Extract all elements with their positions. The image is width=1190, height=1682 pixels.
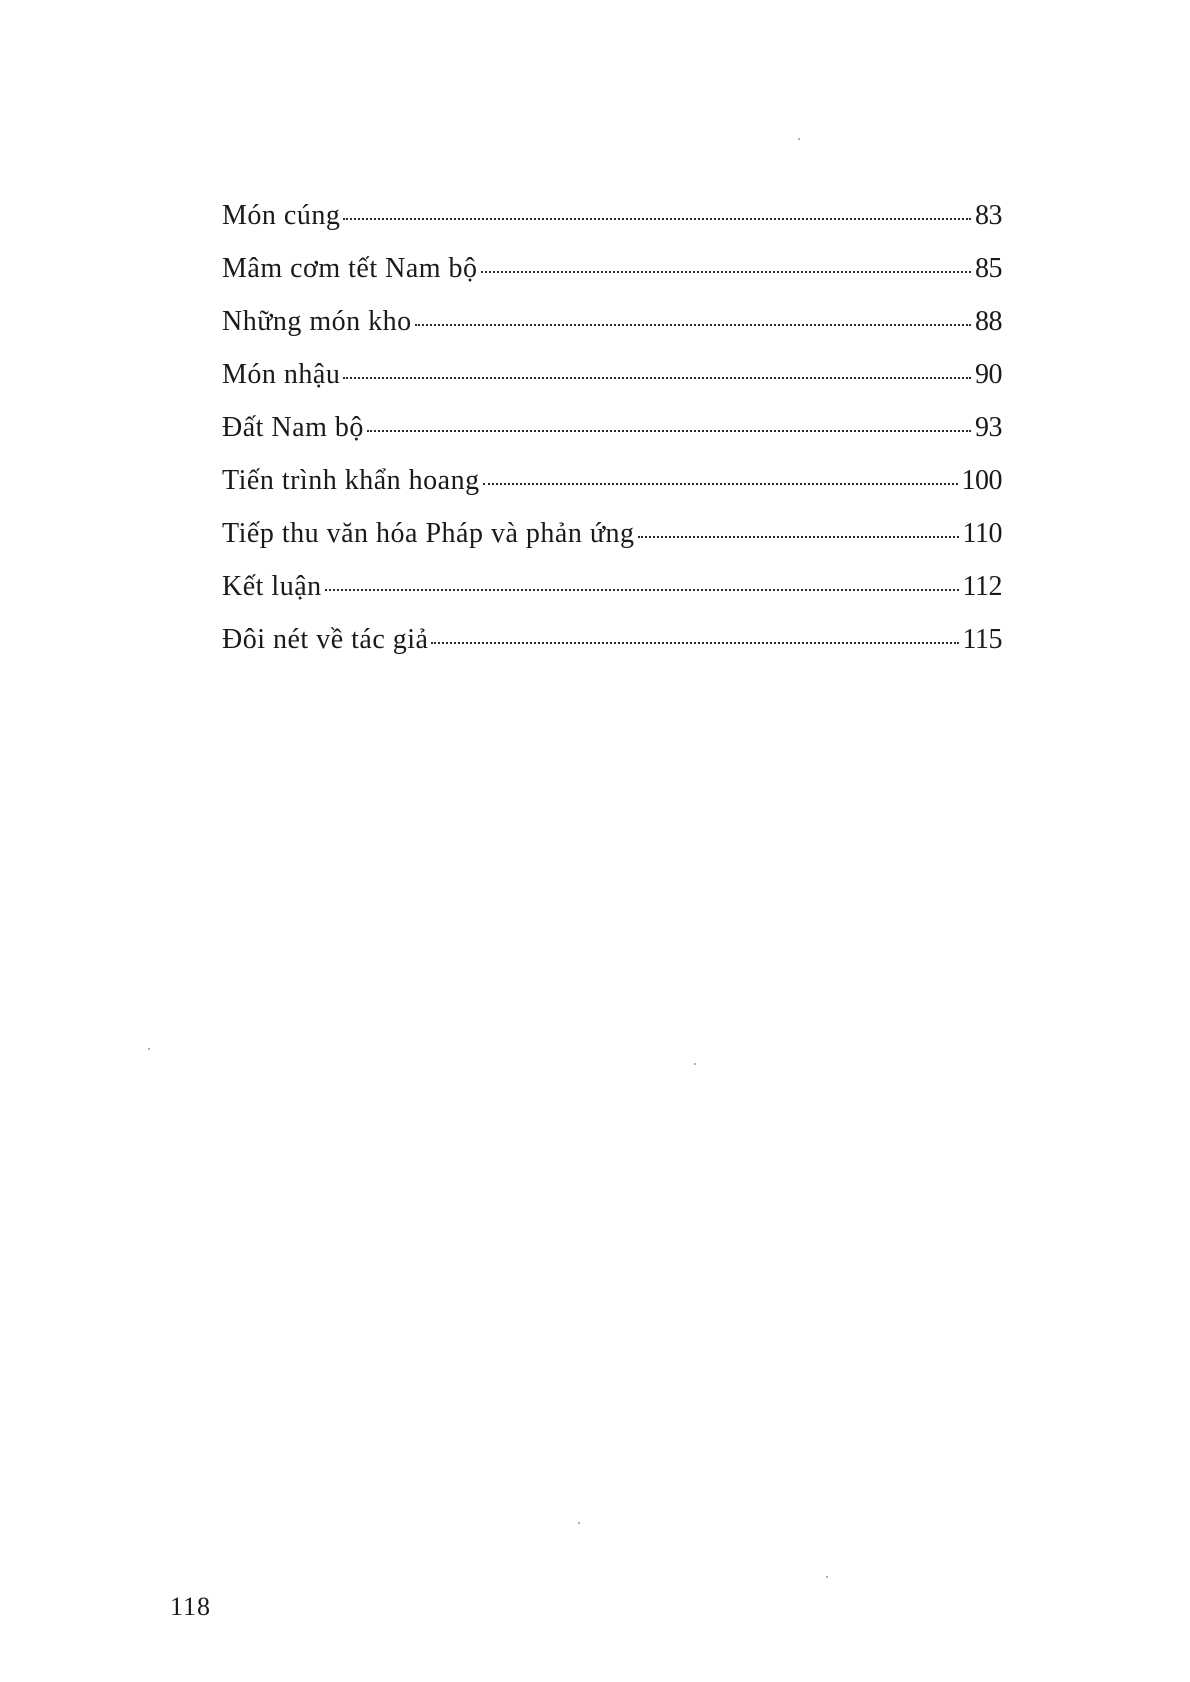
- toc-entry: [222, 253, 1002, 306]
- toc-entry: [222, 359, 1002, 412]
- toc-entry-page: 88: [975, 306, 1002, 337]
- dot-leader: [481, 271, 971, 273]
- dot-leader: [415, 324, 971, 326]
- toc-entry: [222, 624, 1002, 677]
- toc-entry-title: Mâm cơm tết Nam bộ: [222, 253, 478, 284]
- toc-entry-page: 100: [961, 465, 1002, 496]
- table-of-contents: [222, 200, 1002, 677]
- page-number: 118: [170, 1592, 212, 1621]
- dot-leader: [431, 642, 958, 644]
- scan-speck: [148, 1048, 150, 1050]
- toc-entry-title: Đất Nam bộ: [222, 412, 364, 443]
- dot-leader: [483, 483, 958, 485]
- dot-leader: [325, 589, 959, 591]
- toc-entry-page: 85: [975, 253, 1002, 284]
- scan-speck: [694, 1063, 696, 1065]
- toc-entry-title: Kết luận: [222, 571, 322, 602]
- scan-speck: [826, 1576, 828, 1578]
- toc-entry-page: 90: [975, 359, 1002, 390]
- toc-entry: [222, 518, 1002, 571]
- toc-entry-title: Tiến trình khẩn hoang: [222, 465, 480, 496]
- toc-entry-page: 83: [975, 200, 1002, 231]
- toc-entry: [222, 465, 1002, 518]
- toc-entry-title: Món cúng: [222, 200, 341, 231]
- toc-entry-title: Những món kho: [222, 306, 412, 337]
- toc-entry-title: Món nhậu: [222, 359, 341, 390]
- toc-entry: [222, 571, 1002, 624]
- toc-entry-page: 112: [962, 571, 1002, 602]
- toc-entry-page: 115: [962, 624, 1002, 655]
- dot-leader: [638, 536, 959, 538]
- scan-speck: [578, 1522, 580, 1524]
- toc-entry: [222, 200, 1002, 253]
- toc-entry: [222, 306, 1002, 359]
- dot-leader: [343, 218, 971, 220]
- scan-speck: [798, 138, 800, 140]
- toc-entry-page: 110: [962, 518, 1002, 549]
- toc-entry-page: 93: [975, 412, 1002, 443]
- toc-entry-title: Đôi nét về tác giả: [222, 624, 429, 655]
- dot-leader: [343, 377, 971, 379]
- toc-entry: [222, 412, 1002, 465]
- toc-entry-title: Tiếp thu văn hóa Pháp và phản ứng: [222, 518, 635, 549]
- dot-leader: [367, 430, 971, 432]
